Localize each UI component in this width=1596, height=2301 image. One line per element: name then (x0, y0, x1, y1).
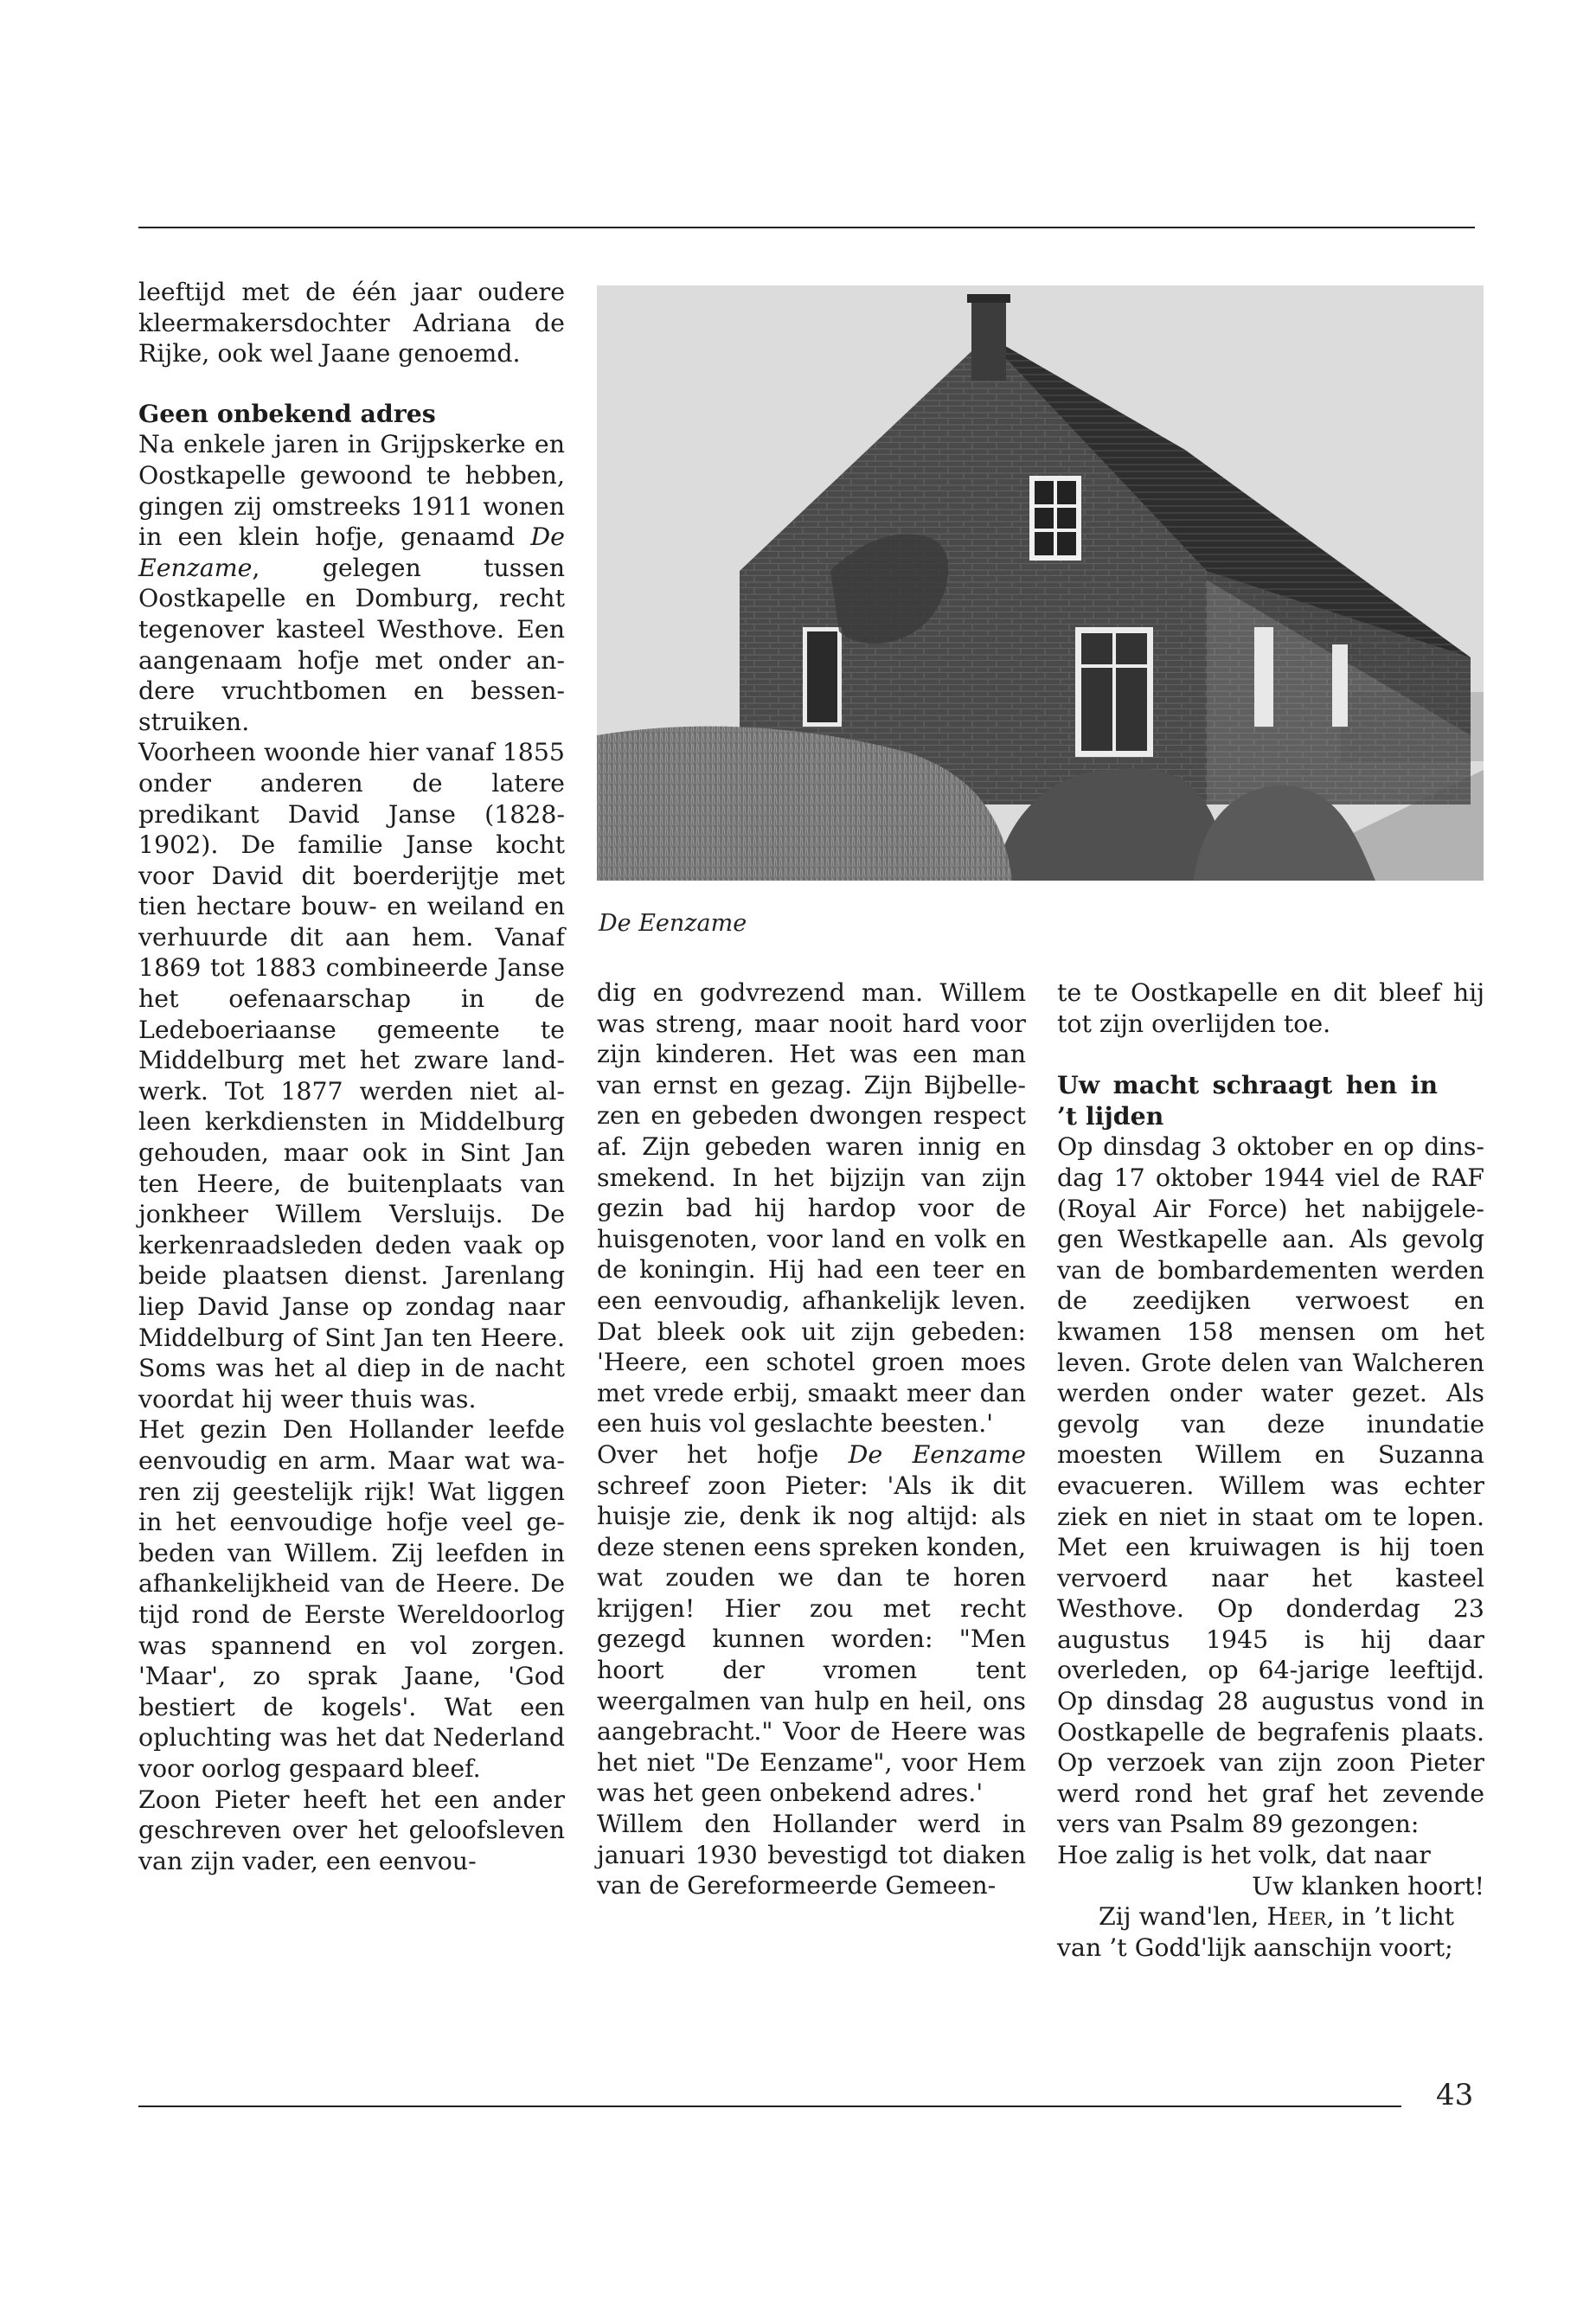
text: Over het hofje (597, 1439, 849, 1469)
paragraph: Zoon Pieter heeft het een ander geschreven over het geloofsleven van zijn vader, een eenvou- (138, 1785, 565, 1875)
paragraph: Op dinsdag 3 oktober en op dinsdag 17 oktober 1944 viel de RAF (Royal Air Force) het nabijgelegen Westkapelle aan. Als gevolg van de bombardementen werden de zeedijken verwoest en kwamen 158 mensen om het leven. Grote delen van Walcheren werden onder water gezet. Als gevolg van deze inundatie moesten Willem en Suzanna evacueren. Willem was echter ziek en niet in staat om te lopen. Met een kruiwagen is hij toen vervoerd naar het kasteel Westhove. Op donderdag 23 augustus 1945 is hij daar overleden, op 64-jarige leeftijd. Op dinsdag 28 augustus vond in Oostkapelle de begrafenis plaats. Op verzoek van zijn zoon Pieter werd rond het graf het zevende vers van Psalm 89 gezongen: (1057, 1132, 1484, 1839)
paragraph: leeftijd met de één jaar oudere kleermakersdochter Adriana de Rijke, ook wel Jaane genoemd. (138, 278, 565, 369)
text: Zij wand'len, (1099, 1902, 1267, 1932)
verse-line (1057, 1901, 1484, 1932)
section-heading: Geen onbekend adres (138, 398, 436, 428)
top-rule (138, 227, 1475, 228)
text: , gelegen tussen Oostkapelle en Domburg, recht tegenover kasteel Westhove. Een aangenaam hofje met onder andere vruchtbomen en bessenstruiken. (138, 553, 565, 736)
verse-line: Hoe zalig is het volk, dat naar (1057, 1841, 1431, 1870)
paragraph: Voorheen woonde hier vanaf 1855 onder anderen de latere predikant David Janse (1828-1902). De familie Janse kocht voor David dit boerderijtje met tien hectare bouw- en weiland en verhuurde dit aan hem. Vanaf 1869 tot 1883 combineerde Janse het oefenaarschap in de Ledeboeriaanse gemeente te Middelburg met het zware landwerk. Tot 1877 werden niet alleen kerkdiensten in Middelburg gehouden, maar ook in Sint Jan ten Heere, de buitenplaats van jonkheer Willem Versluijs. De kerkenraadsleden deden vaak op beide plaatsen dienst. Jarenlang liep David Janse op zondag naar Middelburg of Sint Jan ten Heere. Soms was het al diep in de nacht voordat hij weer thuis was. (138, 738, 565, 1413)
paragraph (138, 429, 565, 737)
figure-caption: De Eenzame (599, 910, 747, 937)
paragraph (597, 1439, 1026, 1809)
paragraph: Willem den Hollander werd in januari 1930 bevestigd tot diaken van de Gereformeerde Gemeen- (597, 1810, 1026, 1900)
italic-name: De Eenzame (848, 1439, 1026, 1469)
page-number: 43 (1436, 2078, 1474, 2112)
house-photo (597, 285, 1484, 881)
verse-line: van ’t Godd'lijk aanschijn voort; (1057, 1932, 1453, 1962)
italic-name: De Eenzame (138, 522, 565, 582)
section-heading: Uw macht schraagt hen in ’t lijden (1057, 1070, 1438, 1131)
small-caps-word: Heer (1266, 1902, 1327, 1932)
bottom-rule (138, 2106, 1401, 2107)
column-2 (597, 977, 1026, 1901)
text: , in ’t licht (1326, 1902, 1455, 1932)
column-1 (138, 277, 565, 1876)
paragraph: dig en godvrezend man. Willem was streng, maar nooit hard voor zijn kinderen. Het was een man van ernst en gezag. Zijn Bijbellezen en gebeden dwongen respect af. Zijn gebeden waren innig en smekend. In het bijzijn van zijn gezin bad hij hardop voor de huisgenoten, voor land en volk en de koningin. Hij had een teer en een eenvoudig, afhankelijk leven. Dat bleek ook uit zijn gebeden: 'Heere, een schotel groen moes met vrede erbij, smaakt meer dan een huis vol geslachte beesten.' (597, 978, 1026, 1439)
text: Na enkele jaren in Grijpskerke en Oostkapelle gewoond te hebben, gingen zij omstreeks 1911 wonen in een klein hofje, genaamd (138, 430, 565, 552)
verse-line: Uw klanken hoort! (1252, 1871, 1484, 1900)
column-3 (1057, 977, 1484, 1963)
text: schreef zoon Pieter: 'Als ik dit huisje zie, denk ik nog altijd: als deze stenen eens spreken konden, wat zouden we dan te horen krijgen! Hier zou met recht gezegd kunnen worden: "Men hoort der vromen tent weergalmen van hulp en heil, ons aangebracht." Voor de Heere was het niet "De Eenzame", voor Hem was het geen onbekend adres.' (597, 1471, 1026, 1808)
paragraph: Het gezin Den Hollander leefde eenvoudig en arm. Maar wat waren zij geestelijk rijk! Wat liggen in het eenvoudige hofje veel gebeden van Willem. Zij leefden in afhankelijkheid van de Heere. De tijd rond de Eerste Wereldoorlog was spannend en vol zorgen. 'Maar', zo sprak Jaane, 'God bestiert de kogels'. Wat een opluchting was het dat Nederland voor oorlog gespaard bleef. (138, 1415, 565, 1783)
paragraph: te te Oostkapelle en dit bleef hij tot zijn overlijden toe. (1057, 978, 1484, 1038)
